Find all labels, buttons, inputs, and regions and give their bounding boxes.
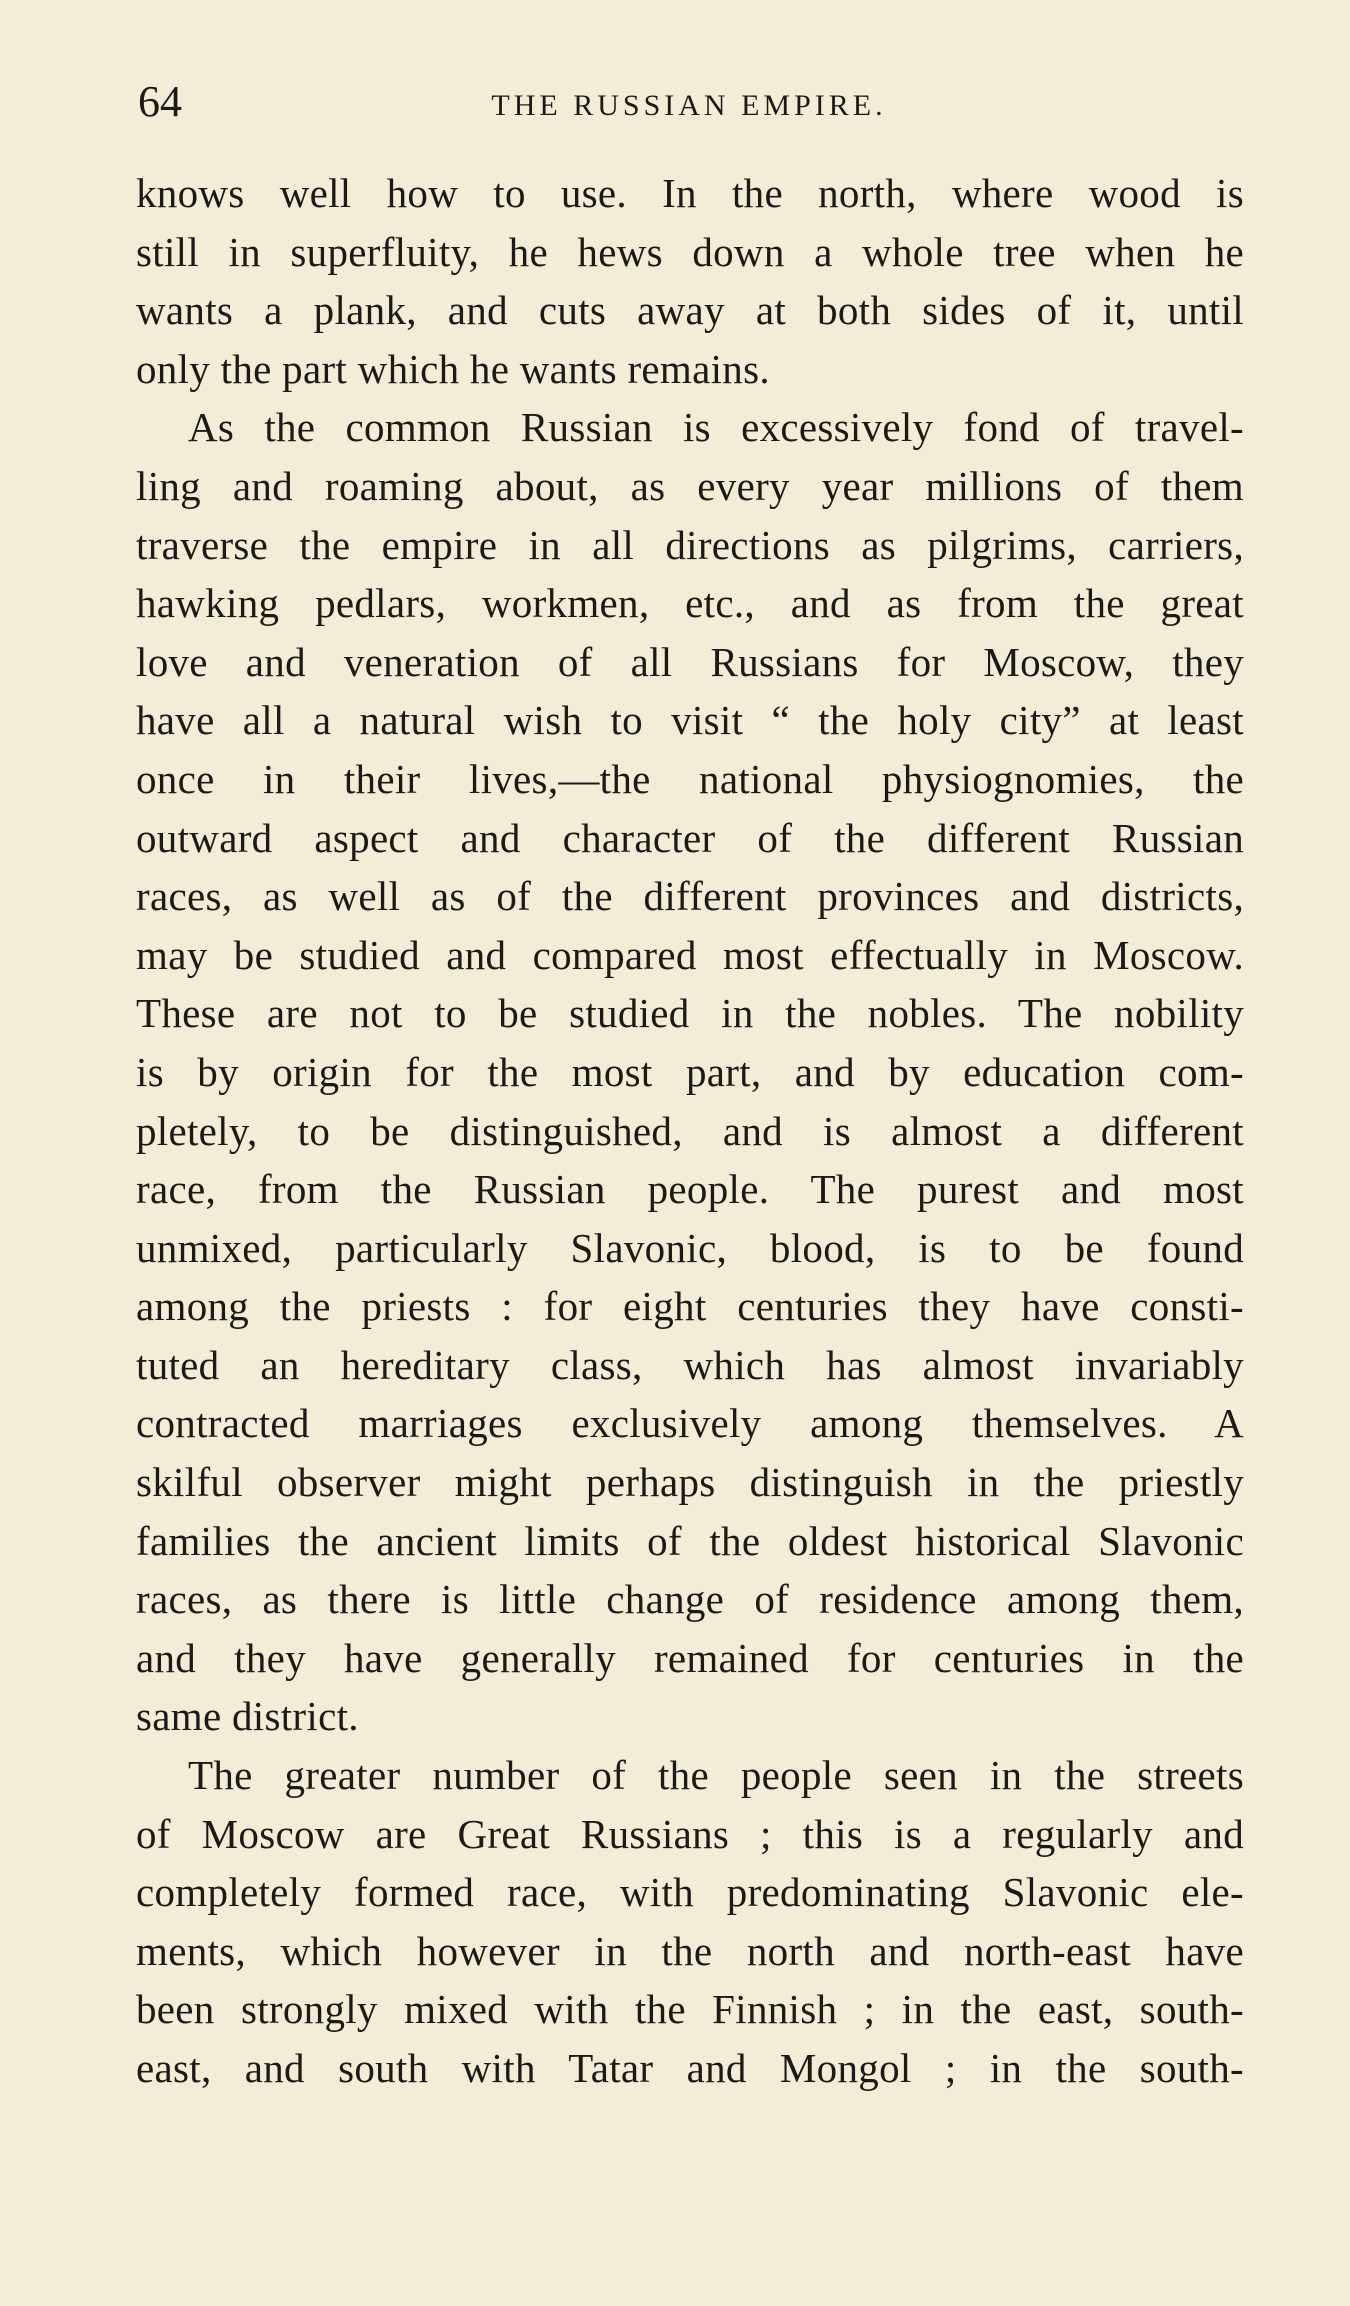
text-line: completely formed race, with predominating Slavonic ele- [136, 1869, 1244, 1916]
text-line: have all a natural wish to visit “ the holy city” at least [136, 697, 1244, 744]
text-line: been strongly mixed with the Finnish ; in the east, south- [136, 1986, 1244, 2033]
text-line: same district. [136, 1693, 359, 1740]
body-text [136, 164, 1244, 2098]
text-line: of Moscow are Great Russians ; this is a regularly and [136, 1810, 1244, 1857]
text-line: may be studied and compared most effectually in Moscow. [136, 931, 1244, 978]
text-line: among the priests : for eight centuries they have consti- [136, 1283, 1244, 1330]
text-line: pletely, to be distinguished, and is almost a different [136, 1107, 1244, 1154]
text-line: traverse the empire in all directions as pilgrims, carriers, [136, 521, 1244, 568]
text-line: As the common Russian is excessively fond of travel- [188, 404, 1244, 451]
text-line: The greater number of the people seen in the streets [188, 1752, 1244, 1799]
text-line: hawking pedlars, workmen, etc., and as from the great [136, 580, 1244, 627]
text-line: ling and roaming about, as every year millions of them [136, 462, 1244, 509]
text-line: love and veneration of all Russians for Moscow, they [136, 638, 1244, 685]
text-line: and they have generally remained for centuries in the [136, 1634, 1244, 1681]
text-line: skilful observer might perhaps distinguish in the priestly [136, 1459, 1244, 1506]
text-line: once in their lives,—the national physiognomies, the [136, 755, 1244, 802]
text-line: still in superfluity, he hews down a whole tree when he [136, 228, 1244, 275]
text-line: unmixed, particularly Slavonic, blood, is to be found [136, 1224, 1244, 1271]
text-line: races, as there is little change of residence among them, [136, 1576, 1244, 1623]
text-line: races, as well as of the different provinces and districts, [136, 873, 1244, 920]
text-line: tuted an hereditary class, which has almost invariably [136, 1341, 1244, 1388]
text-line: outward aspect and character of the different Russian [136, 814, 1244, 861]
text-line: east, and south with Tatar and Mongol ; in the south- [136, 2045, 1244, 2091]
text-line: contracted marriages exclusively among themselves. A [136, 1400, 1244, 1447]
text-line: These are not to be studied in the nobles. The nobility [136, 990, 1244, 1037]
text-line: is by origin for the most part, and by education com- [136, 1048, 1244, 1095]
text-line: only the part which he wants remains. [136, 345, 770, 392]
text-line: race, from the Russian people. The purest and most [136, 1166, 1244, 1213]
running-title: THE RUSSIAN EMPIRE. [491, 89, 887, 122]
text-line: knows well how to use. In the north, where wood is [136, 170, 1244, 216]
text-line: ments, which however in the north and north-east have [136, 1927, 1244, 1974]
text-line: wants a plank, and cuts away at both sides of it, until [136, 287, 1244, 334]
text-line: families the ancient limits of the oldest historical Slavonic [136, 1517, 1244, 1564]
page-number: 64 [138, 77, 182, 126]
running-head [138, 72, 1240, 132]
